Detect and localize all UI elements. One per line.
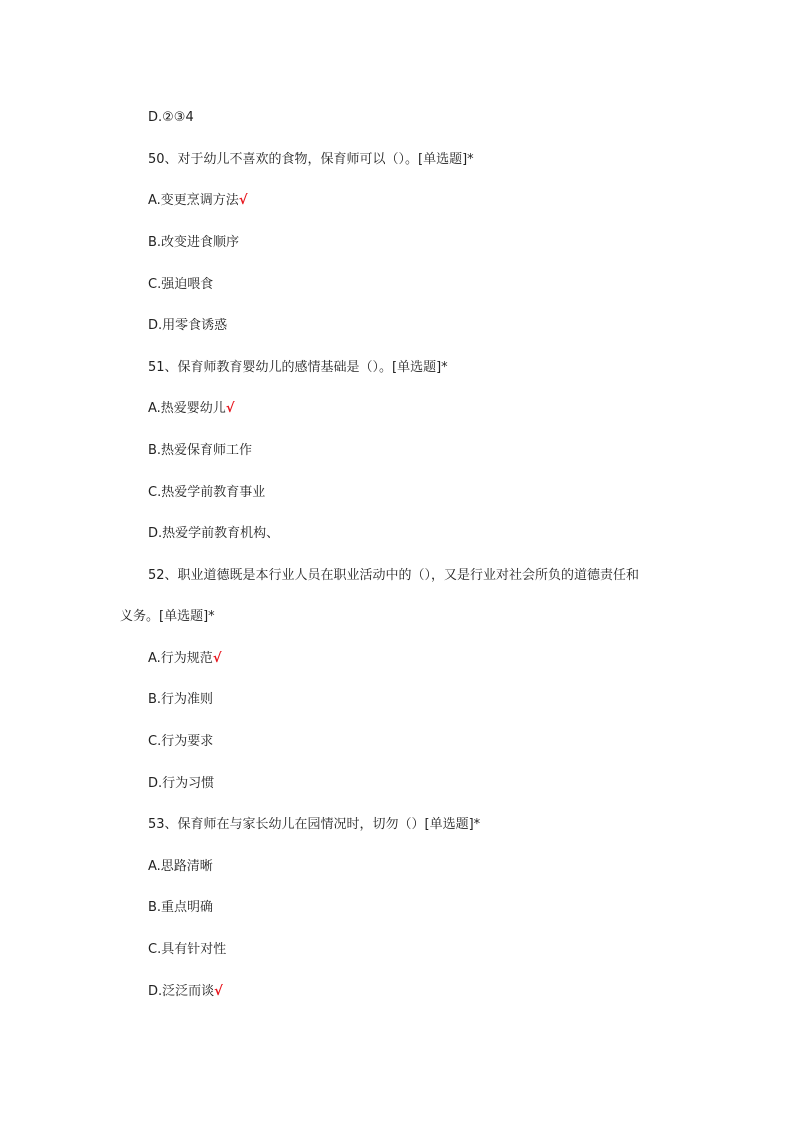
option-label: B.改变进食顺序 <box>148 235 240 250</box>
option-label: D.热爱学前教育机构、 <box>148 526 280 541</box>
option-a <box>148 651 221 667</box>
option-a <box>148 859 213 875</box>
option-label: A.行为规范 <box>148 651 213 666</box>
correct-check-mark: √ <box>225 401 235 416</box>
option-c <box>148 734 213 750</box>
option-c <box>148 485 265 501</box>
question-text: 52、职业道德既是本行业人员在职业活动中的（），又是行业对社会所负的道德责任和 <box>148 568 640 583</box>
option-b <box>148 235 239 251</box>
question-text: 50、对于幼儿不喜欢的食物，保育师可以（）。[单选题]* <box>148 152 474 167</box>
question-text: 51、保育师教育婴幼儿的感情基础是（）。[单选题]* <box>148 360 448 375</box>
correct-check-mark: √ <box>214 984 223 999</box>
option-a <box>148 193 247 209</box>
option-label: C.具有针对性 <box>148 942 227 957</box>
option-d <box>148 984 223 1000</box>
correct-check-mark: √ <box>238 193 248 208</box>
option-a <box>148 401 234 417</box>
option-c <box>148 277 213 293</box>
option-label: A.热爱婴幼儿 <box>148 401 226 416</box>
question-text: 义务。[单选题]* <box>120 609 215 624</box>
option-label: C.行为要求 <box>148 734 214 749</box>
option-label: B.重点明确 <box>148 900 214 915</box>
question-52-continued <box>120 609 215 625</box>
option-label: C.热爱学前教育事业 <box>148 485 266 500</box>
question-51 <box>148 360 448 376</box>
option-label: D.泛泛而谈 <box>148 984 215 999</box>
option-label: A.思路清晰 <box>148 859 213 874</box>
option-d <box>148 526 279 542</box>
question-52 <box>148 568 639 584</box>
option-label: B.行为准则 <box>148 692 214 707</box>
option-b <box>148 692 213 708</box>
option-label: D.用零食诱惑 <box>148 318 228 333</box>
option-b <box>148 443 252 459</box>
correct-check-mark: √ <box>212 651 222 666</box>
option-label: D.行为习惯 <box>148 776 215 791</box>
option-d <box>148 318 227 334</box>
option-label: B.热爱保育师工作 <box>148 443 253 458</box>
option-b <box>148 900 213 916</box>
question-50 <box>148 152 474 168</box>
option-c <box>148 942 226 958</box>
option-label: A.变更烹调方法 <box>148 193 239 208</box>
option-text <box>148 110 194 126</box>
question-text: 53、保育师在与家长幼儿在园情况时，切勿（）[单选题]* <box>148 817 481 832</box>
question-53 <box>148 817 480 833</box>
option-d <box>148 776 214 792</box>
option-label: D.②③4 <box>148 110 194 125</box>
option-label: C.强迫喂食 <box>148 277 214 292</box>
